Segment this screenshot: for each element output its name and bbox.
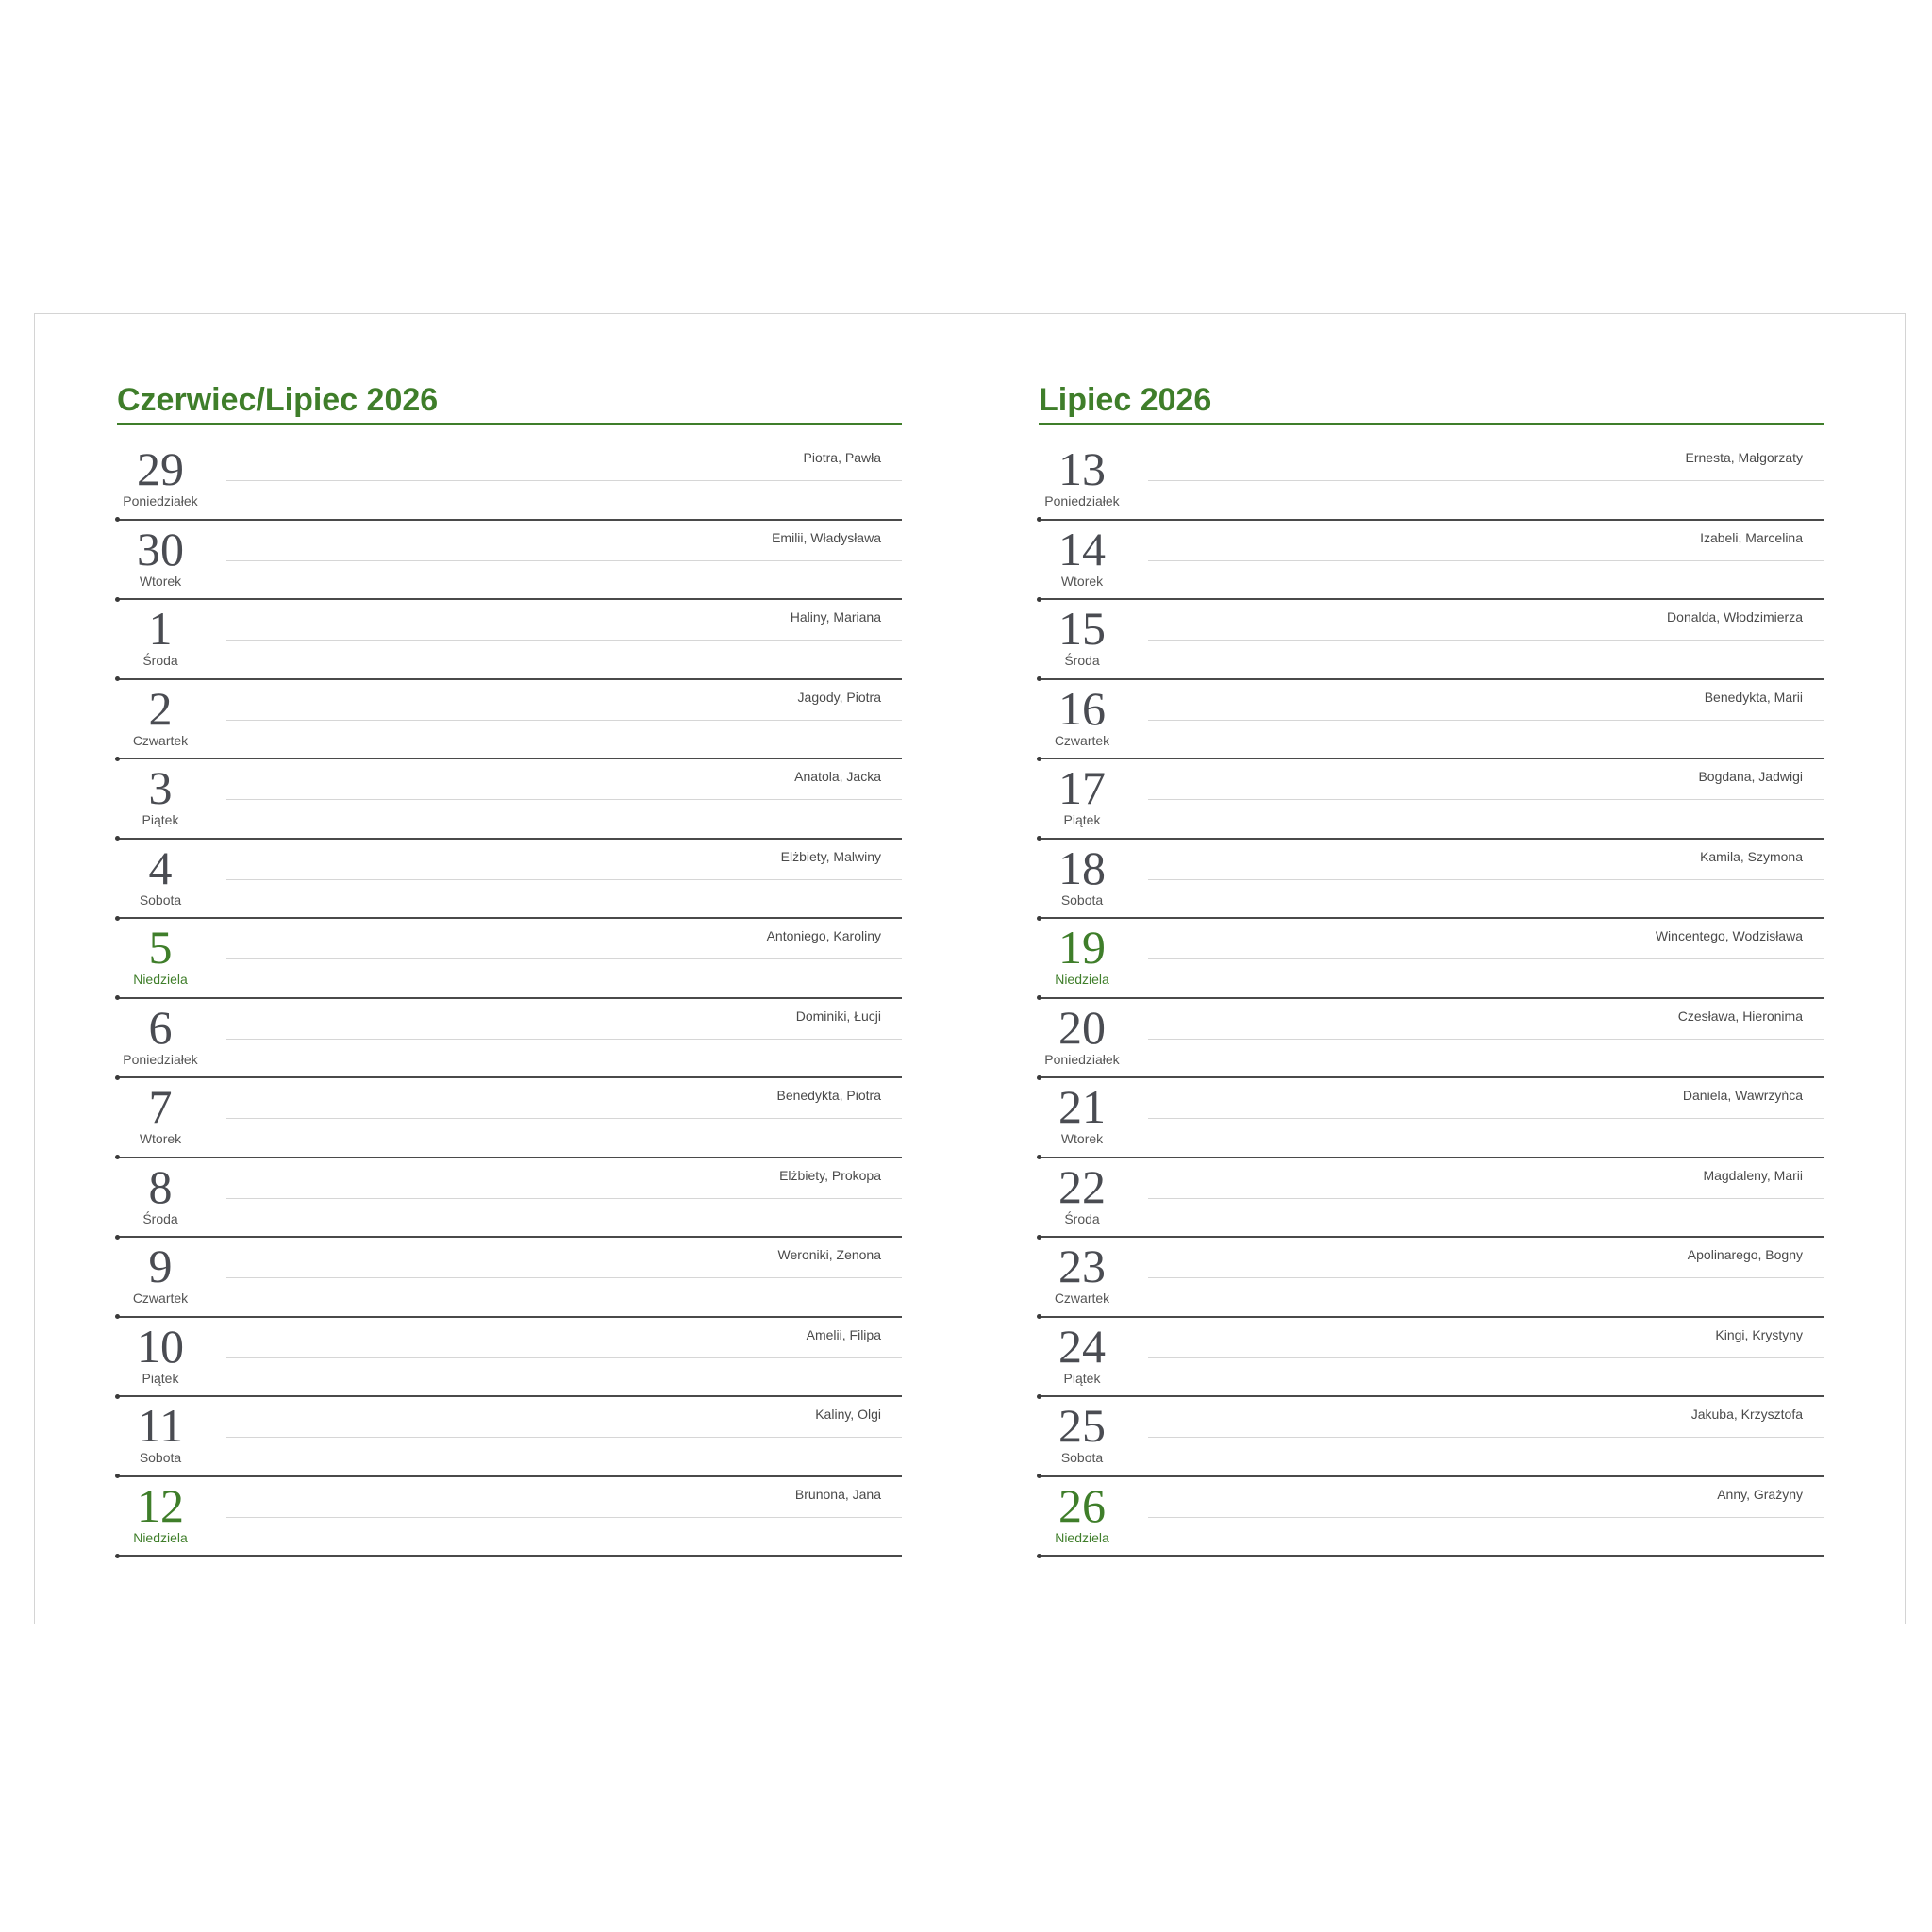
nameday-label: Dominiki, Łucji (795, 1008, 881, 1024)
weekday-label: Niedziela (133, 972, 188, 987)
nameday-label: Jagody, Piotra (797, 689, 881, 705)
day-number: 17 (1058, 761, 1106, 814)
day-row[interactable] (1039, 1078, 1824, 1158)
nameday-label: Brunona, Jana (794, 1486, 881, 1502)
day-row[interactable] (1039, 1477, 1824, 1557)
day-row[interactable] (117, 999, 902, 1079)
day-row[interactable] (1039, 680, 1824, 760)
note-line (226, 1517, 902, 1518)
day-number: 24 (1058, 1319, 1106, 1373)
note-line (226, 720, 902, 721)
weekday-label: Niedziela (133, 1529, 188, 1545)
nameday-label: Elżbiety, Malwiny (780, 848, 881, 864)
day-row[interactable] (117, 1318, 902, 1398)
day-number: 6 (148, 1000, 173, 1054)
weekday-label: Czwartek (1054, 1291, 1110, 1306)
nameday-label: Daniela, Wawrzyńca (1682, 1088, 1803, 1103)
day-number: 19 (1058, 921, 1106, 974)
note-line (1148, 1517, 1824, 1518)
day-row[interactable] (117, 840, 902, 920)
day-row[interactable] (1039, 1318, 1824, 1398)
day-row[interactable] (117, 1158, 902, 1239)
note-line (1148, 1039, 1824, 1040)
nameday-label: Emilii, Władysława (772, 529, 881, 545)
nameday-label: Donalda, Włodzimierza (1667, 609, 1803, 625)
note-line (1148, 720, 1824, 721)
weekday-label: Czwartek (132, 1291, 189, 1306)
day-number: 12 (137, 1478, 184, 1532)
note-line (1148, 958, 1824, 959)
day-number: 11 (137, 1399, 184, 1452)
day-number: 10 (137, 1319, 184, 1373)
day-number: 26 (1058, 1478, 1106, 1532)
weekday-label: Piątek (142, 1370, 179, 1386)
day-row[interactable] (117, 680, 902, 760)
note-line (226, 1437, 902, 1438)
page-title: Lipiec 2026 (1039, 379, 1824, 425)
day-number: 13 (1058, 442, 1106, 495)
day-number: 14 (1058, 522, 1106, 575)
weekday-label: Czwartek (132, 732, 189, 748)
day-row[interactable] (1039, 840, 1824, 920)
nameday-label: Jakuba, Krzysztofa (1690, 1407, 1803, 1422)
note-line (226, 1198, 902, 1199)
day-row[interactable] (117, 1477, 902, 1557)
weekday-label: Sobota (1060, 1450, 1104, 1465)
nameday-label: Kamila, Szymona (1700, 848, 1803, 864)
note-line (1148, 560, 1824, 561)
note-line (1148, 480, 1824, 481)
day-number: 22 (1058, 1159, 1106, 1213)
day-number: 29 (137, 442, 184, 495)
note-line (226, 1118, 902, 1119)
day-row[interactable] (117, 1238, 902, 1318)
nameday-label: Benedykta, Piotra (776, 1088, 881, 1103)
day-number: 25 (1058, 1399, 1106, 1452)
weekday-label: Poniedziałek (123, 1051, 198, 1067)
note-line (1148, 879, 1824, 880)
weekday-label: Wtorek (1060, 573, 1104, 589)
note-line (1148, 640, 1824, 641)
nameday-label: Wincentego, Wodzisława (1655, 928, 1803, 943)
day-number: 15 (1058, 602, 1106, 655)
day-row[interactable] (117, 1397, 902, 1477)
weekday-label: Środa (142, 1210, 178, 1226)
weekday-label: Poniedziałek (1044, 1051, 1120, 1067)
planner-page-right (1039, 379, 1824, 1557)
nameday-label: Bogdana, Jadwigi (1698, 769, 1803, 784)
day-number: 30 (137, 522, 184, 575)
weekday-label: Niedziela (1055, 972, 1109, 987)
day-number: 5 (148, 921, 173, 974)
day-number: 18 (1058, 841, 1106, 894)
note-line (1148, 1357, 1824, 1358)
weekday-label: Wtorek (139, 573, 182, 589)
note-line (226, 640, 902, 641)
note-line (1148, 799, 1824, 800)
page-title: Czerwiec/Lipiec 2026 (117, 379, 902, 425)
day-row[interactable] (1039, 1158, 1824, 1239)
nameday-label: Weroniki, Zenona (777, 1247, 881, 1262)
day-row[interactable] (1039, 521, 1824, 601)
note-line (226, 1357, 902, 1358)
weekday-label: Środa (1064, 653, 1100, 668)
day-row[interactable] (117, 919, 902, 999)
weekday-label: Niedziela (1055, 1529, 1109, 1545)
nameday-label: Piotra, Pawła (803, 450, 881, 465)
note-line (1148, 1277, 1824, 1278)
day-row[interactable] (117, 521, 902, 601)
weekday-label: Środa (1064, 1210, 1100, 1226)
day-number: 23 (1058, 1240, 1106, 1292)
weekday-label: Wtorek (1060, 1131, 1104, 1146)
nameday-label: Amelii, Filipa (806, 1326, 881, 1342)
weekday-label: Sobota (1060, 891, 1104, 908)
day-number: 3 (148, 761, 173, 814)
nameday-label: Elżbiety, Prokopa (779, 1167, 881, 1183)
weekday-label: Sobota (139, 1450, 182, 1465)
day-row[interactable] (117, 1078, 902, 1158)
note-line (1148, 1198, 1824, 1199)
day-number: 2 (148, 681, 173, 735)
day-row[interactable] (1039, 999, 1824, 1079)
nameday-label: Anatola, Jacka (794, 769, 881, 784)
nameday-label: Magdaleny, Marii (1703, 1167, 1803, 1183)
weekday-label: Poniedziałek (1044, 493, 1120, 508)
nameday-label: Kingi, Krystyny (1715, 1326, 1803, 1342)
weekday-label: Sobota (139, 891, 182, 908)
weekday-label: Piątek (142, 812, 179, 827)
day-row[interactable] (117, 441, 902, 521)
nameday-label: Haliny, Mariana (790, 609, 881, 625)
day-list (117, 441, 902, 1557)
note-line (226, 1039, 902, 1040)
note-line (226, 958, 902, 959)
day-number: 21 (1058, 1080, 1106, 1133)
day-number: 1 (148, 602, 173, 655)
planner-page-left (117, 379, 902, 1557)
weekday-label: Poniedziałek (123, 493, 198, 508)
note-line (226, 1277, 902, 1278)
note-line (1148, 1437, 1824, 1438)
day-number: 9 (148, 1240, 173, 1292)
day-row[interactable] (1039, 919, 1824, 999)
nameday-label: Ernesta, Małgorzaty (1685, 450, 1803, 465)
day-number: 20 (1058, 1000, 1106, 1054)
day-row[interactable] (1039, 1238, 1824, 1318)
weekday-label: Piątek (1063, 1370, 1101, 1386)
nameday-label: Izabeli, Marcelina (1700, 529, 1803, 545)
note-line (226, 480, 902, 481)
nameday-label: Kaliny, Olgi (815, 1407, 881, 1422)
day-number: 7 (148, 1080, 173, 1133)
weekday-label: Piątek (1063, 812, 1101, 827)
note-line (226, 879, 902, 880)
day-row[interactable] (117, 600, 902, 680)
weekday-label: Wtorek (139, 1131, 182, 1146)
day-number: 16 (1058, 681, 1106, 735)
day-row[interactable] (1039, 600, 1824, 680)
note-line (226, 799, 902, 800)
day-number: 4 (148, 841, 173, 894)
day-number: 8 (148, 1159, 173, 1213)
day-row[interactable] (1039, 759, 1824, 840)
nameday-label: Czesława, Hieronima (1677, 1008, 1803, 1024)
nameday-label: Benedykta, Marii (1704, 689, 1803, 705)
day-row[interactable] (1039, 441, 1824, 521)
day-list (1039, 441, 1824, 1557)
nameday-label: Antoniego, Karoliny (766, 928, 881, 943)
weekday-label: Środa (142, 653, 178, 668)
nameday-label: Anny, Grażyny (1717, 1486, 1803, 1502)
note-line (226, 560, 902, 561)
nameday-label: Apolinarego, Bogny (1687, 1247, 1803, 1262)
weekday-label: Czwartek (1054, 732, 1110, 748)
day-row[interactable] (1039, 1397, 1824, 1477)
day-row[interactable] (117, 759, 902, 840)
note-line (1148, 1118, 1824, 1119)
